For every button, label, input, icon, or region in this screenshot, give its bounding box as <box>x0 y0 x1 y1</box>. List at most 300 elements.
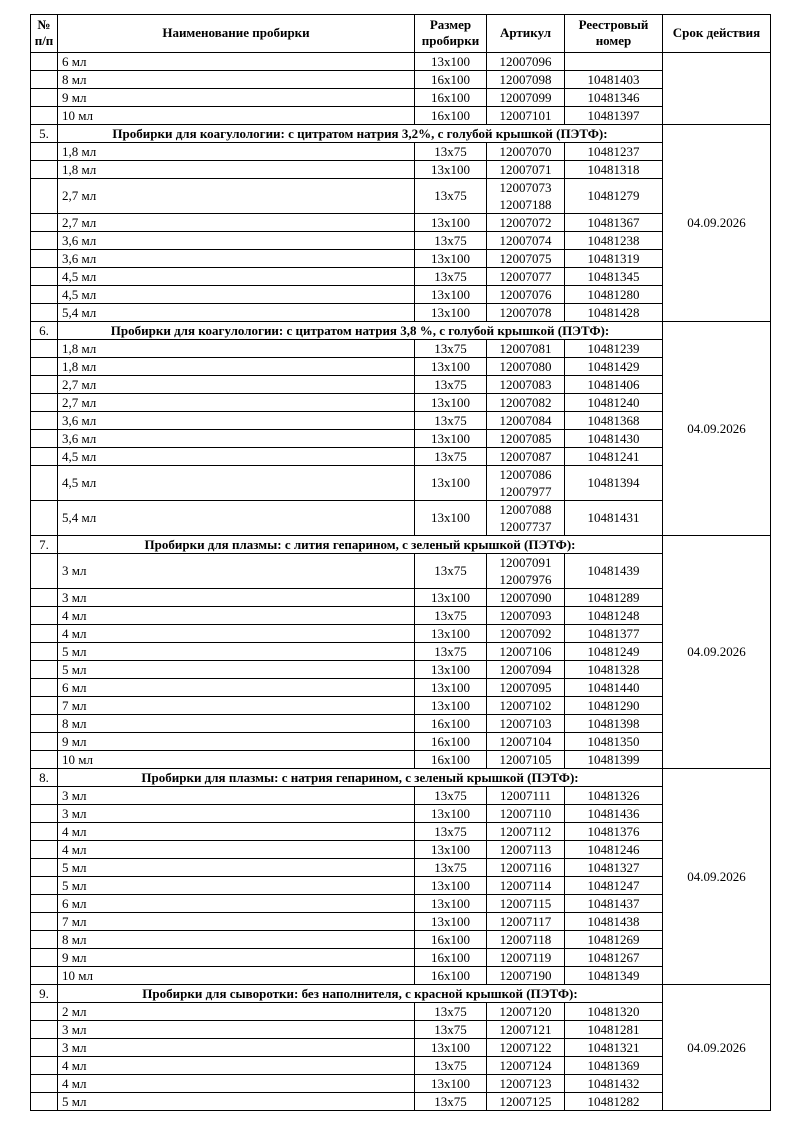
article-cell <box>487 106 565 124</box>
registry-number-cell: 10481239 <box>565 339 663 357</box>
article-number: 12007123 <box>499 1075 552 1091</box>
data-row <box>31 429 771 447</box>
registry-number-cell: 10481436 <box>565 804 663 822</box>
registry-number-cell: 10481290 <box>565 696 663 714</box>
tube-size-cell: 16x100 <box>415 732 487 750</box>
row-number-cell <box>31 285 58 303</box>
data-row <box>31 375 771 393</box>
tube-name-cell: 8 мл <box>58 930 415 948</box>
tube-name-cell: 2,7 мл <box>58 213 415 231</box>
tube-name-cell: 5 мл <box>58 1092 415 1110</box>
registry-number-cell: 10481247 <box>565 876 663 894</box>
data-row <box>31 142 771 160</box>
article-cell <box>487 714 565 732</box>
article-cell <box>487 285 565 303</box>
row-number-cell <box>31 465 58 500</box>
row-number-cell <box>31 213 58 231</box>
row-number-cell <box>31 732 58 750</box>
data-row <box>31 642 771 660</box>
article-number: 12007072 <box>499 214 552 230</box>
registry-number-cell: 10481399 <box>565 750 663 768</box>
row-number-cell <box>31 178 58 213</box>
data-row <box>31 500 771 535</box>
article-number: 12007088 <box>499 501 552 517</box>
article-number: 12007099 <box>499 89 552 105</box>
article-cell <box>487 375 565 393</box>
data-row <box>31 160 771 178</box>
article-cell <box>487 52 565 70</box>
article-number: 12007102 <box>499 697 552 713</box>
article-cell <box>487 447 565 465</box>
registry-number-cell: 10481319 <box>565 249 663 267</box>
data-row <box>31 553 771 588</box>
article-number: 12007075 <box>499 250 552 266</box>
tube-size-cell: 16x100 <box>415 930 487 948</box>
tube-name-cell: 1,8 мл <box>58 142 415 160</box>
tube-size-cell: 13x100 <box>415 303 487 321</box>
registry-number-cell: 10481281 <box>565 1020 663 1038</box>
article-number: 12007105 <box>499 751 552 767</box>
tube-size-cell: 13x100 <box>415 876 487 894</box>
row-number-cell <box>31 1056 58 1074</box>
data-row <box>31 876 771 894</box>
registry-number-cell: 10481267 <box>565 948 663 966</box>
section-title-cell: Пробирки для коагулологии: с цитратом натрия 3,8 %, с голубой крышкой (ПЭТФ): <box>58 321 663 339</box>
article-number: 12007121 <box>499 1021 552 1037</box>
article-number: 12007111 <box>499 787 552 803</box>
validity-cell: 04.09.2026 <box>663 124 771 321</box>
tube-size-cell: 13x75 <box>415 339 487 357</box>
data-row <box>31 303 771 321</box>
article-number: 12007106 <box>499 643 552 659</box>
registry-number-cell: 10481326 <box>565 786 663 804</box>
registry-number-cell: 10481432 <box>565 1074 663 1092</box>
tube-name-cell: 2 мл <box>58 1002 415 1020</box>
tube-name-cell: 6 мл <box>58 894 415 912</box>
row-number-cell <box>31 88 58 106</box>
data-row <box>31 88 771 106</box>
row-number-cell <box>31 303 58 321</box>
tube-name-cell: 3 мл <box>58 804 415 822</box>
section-title-cell: Пробирки для коагулологии: с цитратом натрия 3,2%, с голубой крышкой (ПЭТФ): <box>58 124 663 142</box>
registry-number-cell: 10481345 <box>565 267 663 285</box>
tube-name-cell: 3 мл <box>58 553 415 588</box>
article-cell <box>487 267 565 285</box>
row-number-cell <box>31 930 58 948</box>
registry-number-cell: 10481406 <box>565 375 663 393</box>
article-number: 12007082 <box>499 394 552 410</box>
header-number: № п/п <box>31 15 58 53</box>
tube-size-cell: 13x75 <box>415 447 487 465</box>
tube-size-cell: 13x75 <box>415 411 487 429</box>
tube-size-cell: 13x75 <box>415 858 487 876</box>
data-row <box>31 840 771 858</box>
tube-name-cell: 4,5 мл <box>58 285 415 303</box>
registry-number-cell: 10481369 <box>565 1056 663 1074</box>
article-number: 12007110 <box>499 805 552 821</box>
data-row <box>31 465 771 500</box>
data-row <box>31 411 771 429</box>
article-cell <box>487 465 565 500</box>
row-number-cell <box>31 1074 58 1092</box>
article-number: 12007078 <box>499 304 552 320</box>
article-number: 12007081 <box>499 340 552 356</box>
header-registry-number: Реестровый номер <box>565 15 663 53</box>
tube-size-cell: 13x100 <box>415 393 487 411</box>
tube-name-cell: 10 мл <box>58 106 415 124</box>
registry-number-cell: 10481429 <box>565 357 663 375</box>
article-cell <box>487 553 565 588</box>
row-number-cell <box>31 912 58 930</box>
registry-number-cell: 10481349 <box>565 966 663 984</box>
tube-size-cell: 13x100 <box>415 894 487 912</box>
registry-number-cell: 10481246 <box>565 840 663 858</box>
article-number: 12007114 <box>499 877 552 893</box>
article-number: 12007085 <box>499 430 552 446</box>
article-cell <box>487 606 565 624</box>
tube-name-cell: 3 мл <box>58 1038 415 1056</box>
tube-size-cell: 13x100 <box>415 285 487 303</box>
row-number-cell <box>31 249 58 267</box>
article-cell <box>487 642 565 660</box>
tube-name-cell: 5 мл <box>58 642 415 660</box>
article-number: 12007190 <box>499 967 552 983</box>
tube-name-cell: 4 мл <box>58 606 415 624</box>
section-title-cell: Пробирки для плазмы: с лития гепарином, с зеленый крышкой (ПЭТФ): <box>58 535 663 553</box>
row-number-cell <box>31 786 58 804</box>
tube-size-cell: 13x100 <box>415 660 487 678</box>
tube-name-cell: 9 мл <box>58 948 415 966</box>
tube-name-cell: 2,7 мл <box>58 375 415 393</box>
row-number-cell <box>31 1002 58 1020</box>
data-row <box>31 588 771 606</box>
validity-cell <box>663 52 771 124</box>
data-row <box>31 70 771 88</box>
row-number-cell <box>31 822 58 840</box>
data-row <box>31 966 771 984</box>
article-cell <box>487 822 565 840</box>
section-title-cell: Пробирки для плазмы: с натрия гепарином, с зеленый крышкой (ПЭТФ): <box>58 768 663 786</box>
section-header-row <box>31 321 771 339</box>
article-cell <box>487 1074 565 1092</box>
tube-size-cell: 13x100 <box>415 588 487 606</box>
tube-size-cell: 16x100 <box>415 948 487 966</box>
tube-size-cell: 13x100 <box>415 624 487 642</box>
registry-number-cell: 10481280 <box>565 285 663 303</box>
tube-table <box>30 14 771 1111</box>
article-cell <box>487 732 565 750</box>
article-cell <box>487 930 565 948</box>
article-number: 12007122 <box>499 1039 552 1055</box>
tube-name-cell: 10 мл <box>58 750 415 768</box>
article-cell <box>487 786 565 804</box>
tube-size-cell: 13x100 <box>415 696 487 714</box>
section-header-row <box>31 984 771 1002</box>
tube-size-cell: 13x75 <box>415 822 487 840</box>
registry-number-cell: 10481368 <box>565 411 663 429</box>
article-number: 12007076 <box>499 286 552 302</box>
section-number-cell: 7. <box>31 535 58 553</box>
header-tube-name: Наименование пробирки <box>58 15 415 53</box>
row-number-cell <box>31 876 58 894</box>
validity-cell: 04.09.2026 <box>663 768 771 984</box>
data-row <box>31 357 771 375</box>
row-number-cell <box>31 750 58 768</box>
article-number: 12007115 <box>499 895 552 911</box>
data-row <box>31 339 771 357</box>
tube-size-cell: 13x100 <box>415 500 487 535</box>
validity-cell: 04.09.2026 <box>663 321 771 535</box>
article-cell <box>487 339 565 357</box>
header-article: Артикул <box>487 15 565 53</box>
row-number-cell <box>31 160 58 178</box>
data-row <box>31 1002 771 1020</box>
article-cell <box>487 88 565 106</box>
article-number: 12007976 <box>499 571 552 587</box>
data-row <box>31 732 771 750</box>
section-number-cell: 9. <box>31 984 58 1002</box>
data-row <box>31 1074 771 1092</box>
tube-size-cell: 16x100 <box>415 106 487 124</box>
registry-number-cell: 10481279 <box>565 178 663 213</box>
row-number-cell <box>31 1038 58 1056</box>
row-number-cell <box>31 696 58 714</box>
row-number-cell <box>31 948 58 966</box>
data-row <box>31 930 771 948</box>
registry-number-cell: 10481237 <box>565 142 663 160</box>
article-number: 12007116 <box>499 859 552 875</box>
tube-name-cell: 3 мл <box>58 588 415 606</box>
section-number-cell: 8. <box>31 768 58 786</box>
article-cell <box>487 750 565 768</box>
tube-name-cell: 2,7 мл <box>58 178 415 213</box>
data-row <box>31 750 771 768</box>
tube-name-cell: 1,8 мл <box>58 339 415 357</box>
article-number: 12007090 <box>499 589 552 605</box>
row-number-cell <box>31 429 58 447</box>
row-number-cell <box>31 858 58 876</box>
article-cell <box>487 1020 565 1038</box>
registry-number-cell: 10481398 <box>565 714 663 732</box>
tube-size-cell: 13x100 <box>415 213 487 231</box>
tube-name-cell: 6 мл <box>58 678 415 696</box>
registry-number-cell: 10481428 <box>565 303 663 321</box>
tube-name-cell: 3,6 мл <box>58 231 415 249</box>
tube-name-cell: 5 мл <box>58 660 415 678</box>
row-number-cell <box>31 588 58 606</box>
row-number-cell <box>31 660 58 678</box>
registry-number-cell: 10481440 <box>565 678 663 696</box>
row-number-cell <box>31 375 58 393</box>
tube-name-cell: 2,7 мл <box>58 393 415 411</box>
registry-number-cell: 10481327 <box>565 858 663 876</box>
article-cell <box>487 966 565 984</box>
row-number-cell <box>31 106 58 124</box>
tube-size-cell: 13x100 <box>415 160 487 178</box>
article-cell <box>487 696 565 714</box>
row-number-cell <box>31 894 58 912</box>
data-row <box>31 660 771 678</box>
article-cell <box>487 1038 565 1056</box>
tube-name-cell: 4 мл <box>58 1056 415 1074</box>
row-number-cell <box>31 1092 58 1110</box>
article-number: 12007098 <box>499 71 552 87</box>
data-row <box>31 1020 771 1038</box>
article-cell <box>487 678 565 696</box>
tube-size-cell: 13x100 <box>415 357 487 375</box>
article-cell <box>487 660 565 678</box>
data-row <box>31 714 771 732</box>
data-row <box>31 1038 771 1056</box>
tube-size-cell: 13x100 <box>415 678 487 696</box>
row-number-cell <box>31 624 58 642</box>
tube-size-cell: 13x100 <box>415 52 487 70</box>
article-cell <box>487 393 565 411</box>
registry-number-cell: 10481394 <box>565 465 663 500</box>
tube-name-cell: 4,5 мл <box>58 267 415 285</box>
data-row <box>31 231 771 249</box>
article-cell <box>487 894 565 912</box>
article-number: 12007188 <box>499 196 552 212</box>
article-number: 12007092 <box>499 625 552 641</box>
article-number: 12007120 <box>499 1003 552 1019</box>
registry-number-cell: 10481320 <box>565 1002 663 1020</box>
article-cell <box>487 70 565 88</box>
row-number-cell <box>31 447 58 465</box>
row-number-cell <box>31 553 58 588</box>
tube-name-cell: 7 мл <box>58 912 415 930</box>
article-cell <box>487 411 565 429</box>
article-number: 12007117 <box>499 913 552 929</box>
data-row <box>31 696 771 714</box>
section-number-cell: 5. <box>31 124 58 142</box>
tube-name-cell: 1,8 мл <box>58 160 415 178</box>
section-header-row <box>31 768 771 786</box>
row-number-cell <box>31 70 58 88</box>
article-cell <box>487 588 565 606</box>
row-number-cell <box>31 357 58 375</box>
registry-number-cell: 10481269 <box>565 930 663 948</box>
tube-size-cell: 13x75 <box>415 606 487 624</box>
article-number: 12007112 <box>499 823 552 839</box>
data-row <box>31 678 771 696</box>
tube-size-cell: 13x75 <box>415 1056 487 1074</box>
tube-size-cell: 13x100 <box>415 1038 487 1056</box>
article-number: 12007074 <box>499 232 552 248</box>
tube-size-cell: 13x75 <box>415 142 487 160</box>
registry-number-cell: 10481376 <box>565 822 663 840</box>
article-cell <box>487 948 565 966</box>
article-number: 12007071 <box>499 161 552 177</box>
article-number: 12007096 <box>499 53 552 69</box>
article-cell <box>487 213 565 231</box>
row-number-cell <box>31 804 58 822</box>
row-number-cell <box>31 267 58 285</box>
article-cell <box>487 876 565 894</box>
tube-size-cell: 13x100 <box>415 429 487 447</box>
data-row <box>31 52 771 70</box>
article-cell <box>487 178 565 213</box>
data-row <box>31 948 771 966</box>
registry-number-cell: 10481318 <box>565 160 663 178</box>
row-number-cell <box>31 52 58 70</box>
article-number: 12007125 <box>499 1093 552 1109</box>
row-number-cell <box>31 966 58 984</box>
article-cell <box>487 249 565 267</box>
tube-name-cell: 5,4 мл <box>58 303 415 321</box>
section-header-row <box>31 535 771 553</box>
registry-number-cell: 10481240 <box>565 393 663 411</box>
tube-name-cell: 9 мл <box>58 88 415 106</box>
row-number-cell <box>31 1020 58 1038</box>
article-cell <box>487 1056 565 1074</box>
article-number: 12007094 <box>499 661 552 677</box>
article-number: 12007977 <box>499 483 552 499</box>
data-row <box>31 249 771 267</box>
tube-name-cell: 4 мл <box>58 822 415 840</box>
registry-number-cell: 10481321 <box>565 1038 663 1056</box>
tube-name-cell: 5 мл <box>58 858 415 876</box>
table-header-row <box>31 15 771 53</box>
tube-name-cell: 3 мл <box>58 786 415 804</box>
data-row <box>31 858 771 876</box>
registry-number-cell: 10481430 <box>565 429 663 447</box>
row-number-cell <box>31 142 58 160</box>
registry-number-cell: 10481437 <box>565 894 663 912</box>
tube-size-cell: 13x100 <box>415 465 487 500</box>
registry-number-cell: 10481403 <box>565 70 663 88</box>
tube-name-cell: 4 мл <box>58 1074 415 1092</box>
article-number: 12007091 <box>499 554 552 570</box>
registry-number-cell: 10481289 <box>565 588 663 606</box>
data-row <box>31 1092 771 1110</box>
data-row <box>31 267 771 285</box>
tube-name-cell: 4 мл <box>58 840 415 858</box>
data-row <box>31 804 771 822</box>
article-cell <box>487 1092 565 1110</box>
registry-number-cell: 10481241 <box>565 447 663 465</box>
table-body <box>31 52 771 1110</box>
article-number: 12007083 <box>499 376 552 392</box>
validity-cell: 04.09.2026 <box>663 535 771 768</box>
article-number: 12007095 <box>499 679 552 695</box>
data-row <box>31 624 771 642</box>
tube-size-cell: 16x100 <box>415 966 487 984</box>
tube-name-cell: 1,8 мл <box>58 357 415 375</box>
tube-name-cell: 3 мл <box>58 1020 415 1038</box>
registry-number-cell: 10481328 <box>565 660 663 678</box>
data-row <box>31 912 771 930</box>
row-number-cell <box>31 411 58 429</box>
header-tube-size: Размер пробирки <box>415 15 487 53</box>
tube-name-cell: 4,5 мл <box>58 447 415 465</box>
row-number-cell <box>31 393 58 411</box>
tube-name-cell: 3,6 мл <box>58 429 415 447</box>
registry-number-cell: 10481350 <box>565 732 663 750</box>
section-number-cell: 6. <box>31 321 58 339</box>
article-cell <box>487 160 565 178</box>
article-number: 12007104 <box>499 733 552 749</box>
article-cell <box>487 231 565 249</box>
article-number: 12007080 <box>499 358 552 374</box>
registry-number-cell: 10481346 <box>565 88 663 106</box>
data-row <box>31 1056 771 1074</box>
article-number: 12007087 <box>499 448 552 464</box>
article-cell <box>487 500 565 535</box>
tube-size-cell: 16x100 <box>415 88 487 106</box>
tube-size-cell: 13x75 <box>415 267 487 285</box>
article-number: 12007070 <box>499 143 552 159</box>
